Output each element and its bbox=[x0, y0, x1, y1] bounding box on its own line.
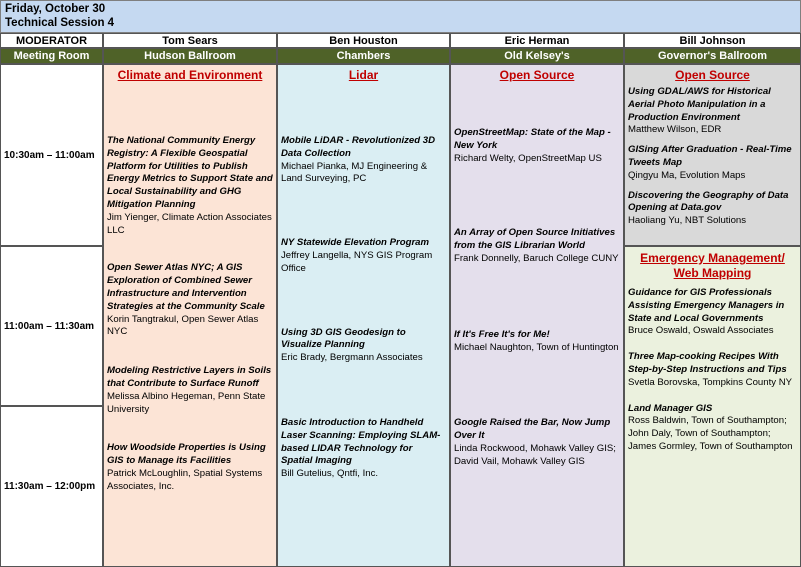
talk bbox=[281, 417, 446, 481]
talk bbox=[454, 329, 620, 355]
talk-authors: Bruce Oswald, Oswald Associates bbox=[628, 325, 774, 337]
moderator-ben-houston: Ben Houston bbox=[277, 33, 450, 48]
talk-title: Modeling Restrictive Layers in Soils that Contribute to Surface Runoff bbox=[107, 365, 272, 389]
meeting-room-label: Meeting Room bbox=[0, 48, 103, 64]
moderator-label: MODERATOR bbox=[0, 33, 103, 48]
track-emergency-management bbox=[624, 246, 801, 567]
track-open-source-governors bbox=[624, 64, 801, 246]
talk-title: Google Raised the Bar, Now Jump Over It bbox=[454, 417, 611, 442]
talk-authors: Michael Naughton, Town of Huntington bbox=[454, 341, 619, 353]
room-governors-ballroom: Governor's Ballroom bbox=[624, 48, 801, 64]
track-title: Open Source bbox=[499, 68, 575, 82]
talk bbox=[107, 442, 273, 493]
talk-title: Using 3D GIS Geodesign to Visualize Planning bbox=[281, 326, 406, 351]
talk-title: Discovering the Geography of Data Opening at Data.gov bbox=[628, 189, 789, 214]
talk-authors: Jim Yienger, Climate Action Associates LLC bbox=[107, 211, 272, 236]
track-title: Emergency Management/ Web Mapping bbox=[640, 251, 785, 280]
track-title: Climate and Environment bbox=[117, 68, 263, 82]
talk bbox=[281, 135, 446, 186]
talk-title: Using GDAL/AWS for Historical Aerial Photo Manipulation in a Production Environment bbox=[628, 86, 771, 123]
talk bbox=[107, 262, 273, 339]
talk-authors: Qingyu Ma, Evolution Maps bbox=[628, 169, 746, 181]
talk-authors: Ross Baldwin, Town of Southampton; John Daly, Town of Southampton; James Gormley, Town of Southampton bbox=[628, 415, 793, 452]
talk-authors: Korin Tangtrakul, Open Sewer Atlas NYC bbox=[107, 313, 259, 338]
time-slot-2: 11:00am – 11:30am bbox=[0, 246, 103, 406]
time-slot-3: 11:30am – 12:00pm bbox=[0, 406, 103, 567]
talk bbox=[107, 135, 273, 237]
talk bbox=[454, 127, 620, 165]
moderator-tom-sears: Tom Sears bbox=[103, 33, 277, 48]
session-header bbox=[0, 0, 801, 33]
talk-authors: Michael Pianka, MJ Engineering & Land Surveying, PC bbox=[281, 160, 428, 185]
talk bbox=[628, 86, 797, 137]
talk-title: OpenStreetMap: State of the Map - New York bbox=[454, 127, 611, 151]
session-name: Technical Session 4 bbox=[5, 17, 115, 29]
talk-authors: Melissa Albino Hegeman, Penn State University bbox=[107, 390, 266, 415]
track-lidar bbox=[277, 64, 450, 567]
talk-authors: Jeffrey Langella, NYS GIS Program Office bbox=[281, 249, 433, 274]
talk bbox=[628, 287, 797, 338]
talk bbox=[107, 365, 273, 416]
talk-authors: Matthew Wilson, EDR bbox=[628, 124, 722, 136]
talk-authors: Svetla Borovska, Tompkins County NY bbox=[628, 376, 793, 388]
talk-title: Mobile LiDAR - Revolutionized 3D Data Collection bbox=[281, 135, 436, 159]
talk-title: Three Map-cooking Recipes With Step-by-Step Instructions and Tips bbox=[628, 351, 787, 375]
track-title: Open Source bbox=[675, 68, 750, 82]
talk bbox=[628, 351, 797, 389]
talk-authors: Frank Donnelly, Baruch College CUNY bbox=[454, 252, 619, 264]
track-title: Lidar bbox=[348, 68, 379, 82]
talk-title: How Woodside Properties is Using GIS to Manage its Facilities bbox=[107, 442, 266, 467]
talk-authors: Patrick McLoughlin, Spatial Systems Associates, Inc. bbox=[107, 467, 263, 492]
room-chambers: Chambers bbox=[277, 48, 450, 64]
talk bbox=[454, 227, 620, 265]
talk-authors: Haoliang Yu, NBT Solutions bbox=[628, 215, 747, 227]
talk-title: An Array of Open Source Initiatives from the GIS Librarian World bbox=[454, 227, 616, 252]
talk bbox=[628, 403, 797, 454]
talk-title: The National Community Energy Registry: A Flexible Geospatial Platform for Utilities to Publish Energy Metrics to Support State and Local Sustainability and GHG Mitigation Planning bbox=[107, 135, 273, 210]
talk-title: NY Statewide Elevation Program bbox=[281, 237, 430, 249]
talk bbox=[454, 417, 620, 468]
room-hudson-ballroom: Hudson Ballroom bbox=[103, 48, 277, 64]
talk bbox=[628, 190, 797, 228]
talk bbox=[628, 144, 797, 182]
talk-authors: Bill Gutelius, Qntfi, Inc. bbox=[281, 468, 379, 480]
talk-title: If It's Free It's for Me! bbox=[454, 328, 550, 340]
talk-title: Guidance for GIS Professionals Assisting Emergency Managers in State and Local Governments bbox=[628, 287, 785, 324]
talk bbox=[281, 327, 446, 365]
moderator-eric-herman: Eric Herman bbox=[450, 33, 624, 48]
track-open-source bbox=[450, 64, 624, 567]
talk-authors: Eric Brady, Bergmann Associates bbox=[281, 352, 423, 364]
room-old-kelseys: Old Kelsey's bbox=[450, 48, 624, 64]
moderator-bill-johnson: Bill Johnson bbox=[624, 33, 801, 48]
talk-title: Basic Introduction to Handheld Laser Scanning: Employing SLAM-based LIDAR Technology for Spatial Imaging bbox=[281, 416, 441, 467]
talk-authors: Richard Welty, OpenStreetMap US bbox=[454, 152, 602, 164]
session-date: Friday, October 30 bbox=[5, 3, 106, 15]
talk-authors: Linda Rockwood, Mohawk Valley GIS; David Vail, Mohawk Valley GIS bbox=[454, 442, 616, 467]
track-climate-environment bbox=[103, 64, 277, 567]
talk-title: Land Manager GIS bbox=[628, 402, 713, 414]
talk bbox=[281, 237, 446, 275]
time-slot-1: 10:30am – 11:00am bbox=[0, 64, 103, 246]
talk-title: Open Sewer Atlas NYC; A GIS Exploration of Combined Sewer Infrastructure and Intervention Strategies at the Community Scale bbox=[107, 262, 265, 312]
talk-title: GISing After Graduation - Real-Time Tweets Map bbox=[628, 144, 792, 168]
